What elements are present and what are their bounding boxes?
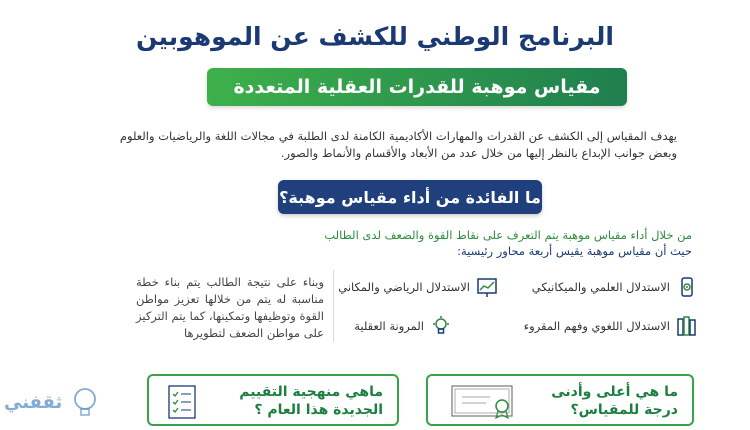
watermark-text: ثقفني [4,392,63,413]
card-score-range[interactable] [426,374,694,426]
axis-label: الاستدلال الرياضي والمكاني [338,280,470,294]
checklist-icon [163,384,203,424]
page-title: البرنامج الوطني للكشف عن الموهوبين [136,22,614,51]
benefits-text [300,227,692,259]
intro-paragraph [92,128,677,162]
section-divider [333,270,334,342]
intro-line-1: يهدف المقياس إلى الكشف عن القدرات والمهارات الأكاديمية الكامنة لدى الطلبة في مجالات اللغة والرياضيات والعلوم [119,129,677,143]
card-score-range-text: ما هي أعلى وأدنى درجة للمقياس؟ [551,384,678,418]
benefits-heading-banner: ما الفائدة من أداء مقياس موهبة؟ [278,180,542,214]
books-icon [676,315,698,337]
card-evaluation-method[interactable] [147,374,399,426]
lamp-icon [70,386,100,424]
axis-item-math [338,276,498,298]
certificate-icon [450,384,520,424]
subtitle-banner: مقياس موهبة للقدرات العقلية المتعددة [207,68,627,106]
intro-line-2: وبعض جوانب الإبداع بالنظر إليها من خلال عدد من الأبعاد والأقسام والأنماط والصور. [280,146,677,160]
benefits-line-1: من خلال أداء مقياس موهبة يتم التعرف على نقاط القوة والضعف لدى الطالب [324,228,692,242]
lightbulb-icon [430,315,452,337]
axis-label: المرونة العقلية [354,319,424,333]
card-evaluation-method-text: ماهي منهجية التقييم الجديدة هذا العام ؟ [239,384,383,418]
plan-paragraph: وبناء على نتيجة الطالب يتم بناء خطة مناسبة له يتم من خلالها تعزيز مواطن القوة وتوظيفها وتمكينها، كما يتم التركيز على مواطن الضعف لتطويرها [136,275,324,340]
axis-label: الاستدلال العلمي والميكانيكي [531,280,670,294]
axis-item-scientific [532,276,698,298]
benefits-line-2: حيث أن مقياس موهبة يقيس أربعة محاور رئيسية: [457,244,692,258]
site-watermark [4,384,104,424]
axis-item-language [524,315,698,337]
phone-gear-icon [676,276,698,298]
axis-item-flexibility [354,315,452,337]
axis-label: الاستدلال اللغوي وفهم المقروء [523,319,670,333]
chart-board-icon [476,276,498,298]
